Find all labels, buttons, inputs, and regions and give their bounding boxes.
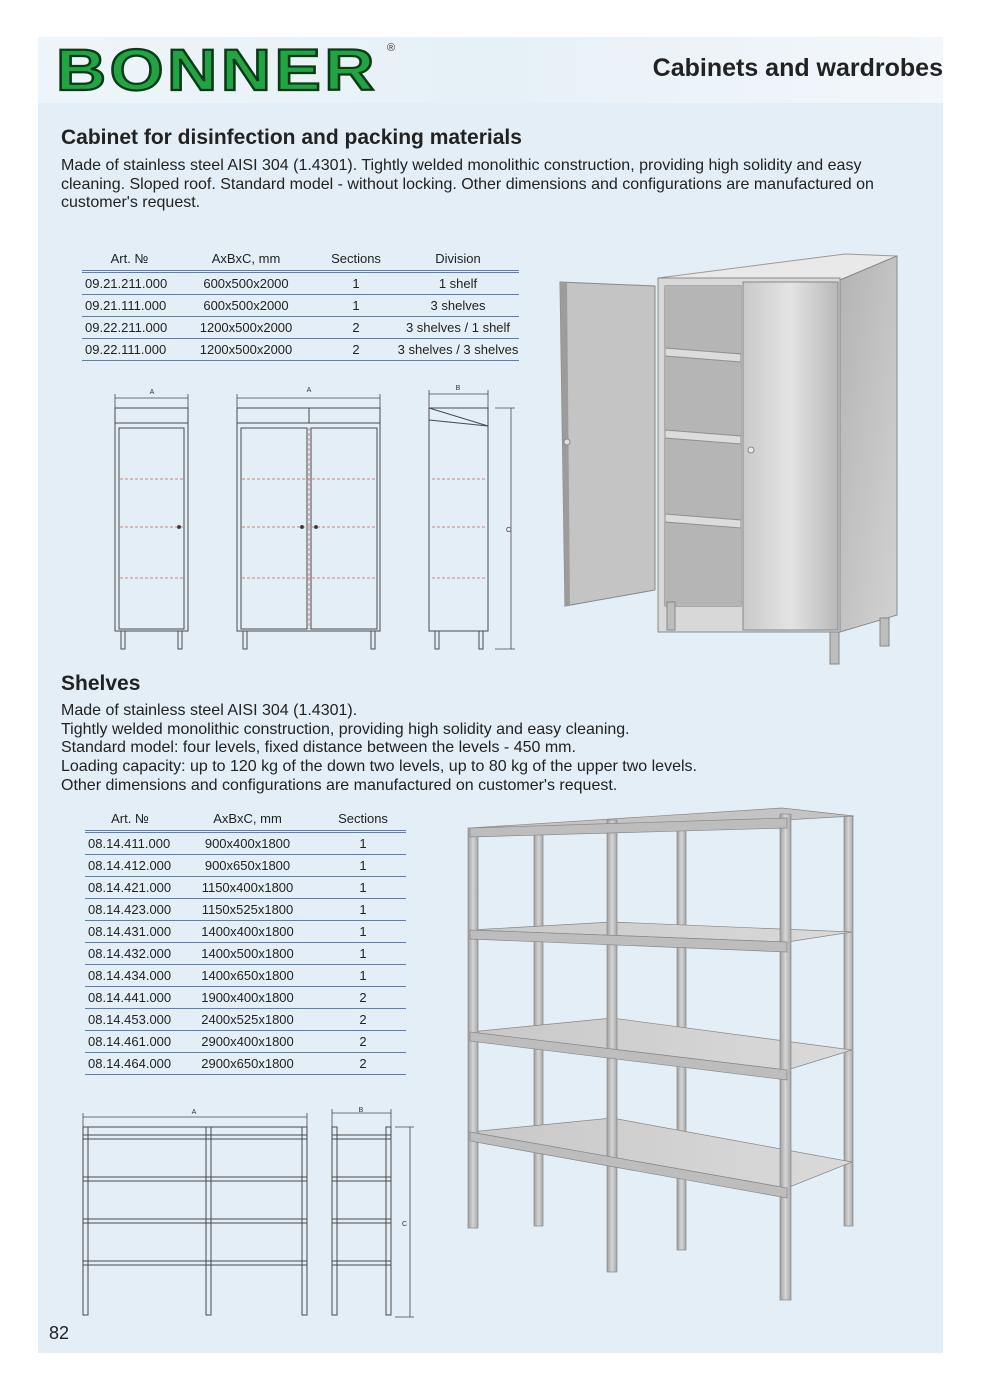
page-number: 82 bbox=[49, 1323, 70, 1343]
cell-dims: 900x400x1800 bbox=[175, 832, 320, 855]
table-row bbox=[85, 855, 406, 877]
cell-art: 08.14.412.000 bbox=[85, 855, 175, 877]
cell-dims: 1200x500x2000 bbox=[177, 317, 315, 339]
cell-art: 08.14.464.000 bbox=[85, 1053, 175, 1075]
cabinet-description bbox=[61, 157, 874, 213]
table-row bbox=[82, 295, 519, 317]
table-header-row bbox=[82, 250, 519, 272]
cabinet-side-drawing bbox=[429, 385, 515, 649]
table-row bbox=[85, 877, 406, 899]
cell-sections: 1 bbox=[320, 921, 406, 943]
cell-sections: 1 bbox=[320, 832, 406, 855]
shelves-description bbox=[61, 702, 697, 796]
cell-division: 3 shelves bbox=[397, 295, 519, 317]
cabinet-technical-drawing bbox=[100, 380, 530, 660]
dim-label-a: A bbox=[306, 387, 312, 394]
table-row bbox=[82, 317, 519, 339]
cell-dims: 2900x400x1800 bbox=[175, 1031, 320, 1053]
double-cabinet-front-drawing bbox=[237, 387, 380, 649]
cell-art: 09.21.211.000 bbox=[82, 272, 177, 295]
cell-dims: 2400x525x1800 bbox=[175, 1009, 320, 1031]
col-header-sections: Sections bbox=[315, 250, 397, 272]
shelves-desc-line: Tightly welded monolithic construction, providing high solidity and easy cleaning. bbox=[61, 720, 630, 738]
cell-dims: 1900x400x1800 bbox=[175, 987, 320, 1009]
col-header-art: Art. № bbox=[82, 250, 177, 272]
cell-art: 08.14.411.000 bbox=[85, 832, 175, 855]
table-row bbox=[85, 832, 406, 855]
cell-division: 1 shelf bbox=[397, 272, 519, 295]
table-row bbox=[82, 339, 519, 361]
cell-dims: 1150x525x1800 bbox=[175, 899, 320, 921]
cell-sections: 2 bbox=[315, 317, 397, 339]
shelves-front-drawing bbox=[83, 1109, 307, 1315]
cell-sections: 1 bbox=[320, 943, 406, 965]
cell-dims: 2900x650x1800 bbox=[175, 1053, 320, 1075]
col-header-dims: AxBxC, mm bbox=[177, 250, 315, 272]
cell-sections: 1 bbox=[320, 899, 406, 921]
cell-dims: 600x500x2000 bbox=[177, 272, 315, 295]
cell-sections: 1 bbox=[320, 965, 406, 987]
dim-label-c: C bbox=[506, 527, 512, 534]
cell-art: 08.14.431.000 bbox=[85, 921, 175, 943]
cell-dims: 1400x500x1800 bbox=[175, 943, 320, 965]
table-row bbox=[85, 965, 406, 987]
shelves-desc-line: Other dimensions and configurations are manufactured on customer's request. bbox=[61, 776, 618, 794]
shelves-desc-line: Standard model: four levels, fixed distance between the levels - 450 mm. bbox=[61, 739, 576, 757]
shelves-title: Shelves bbox=[61, 672, 141, 695]
table-row bbox=[85, 987, 406, 1009]
cabinet-illustration bbox=[555, 250, 905, 670]
cell-division: 3 shelves / 1 shelf bbox=[397, 317, 519, 339]
cell-dims: 1150x400x1800 bbox=[175, 877, 320, 899]
cell-sections: 1 bbox=[315, 295, 397, 317]
cell-art: 08.14.441.000 bbox=[85, 987, 175, 1009]
cell-sections: 1 bbox=[315, 272, 397, 295]
cell-art: 09.22.111.000 bbox=[82, 339, 177, 361]
dim-label-a: A bbox=[191, 1109, 197, 1116]
shelves-illustration bbox=[462, 800, 862, 1305]
cell-sections: 2 bbox=[320, 1009, 406, 1031]
cell-dims: 1400x400x1800 bbox=[175, 921, 320, 943]
shelves-side-drawing bbox=[332, 1107, 414, 1317]
col-header-dims: AxBxC, mm bbox=[175, 810, 320, 832]
cell-sections: 1 bbox=[320, 855, 406, 877]
dim-label-c: C bbox=[402, 1221, 408, 1228]
cabinet-desc-line: Made of stainless steel AISI 304 (1.4301). Tightly welded monolithic construction, providing high solidity and easy bbox=[61, 157, 862, 174]
single-cabinet-front-drawing bbox=[115, 389, 188, 649]
cabinet-spec-table bbox=[82, 250, 519, 361]
table-row bbox=[85, 1053, 406, 1075]
shelves-desc-line: Loading capacity: up to 120 kg of the down two levels, up to 80 kg of the upper two levels. bbox=[61, 758, 697, 776]
table-row bbox=[85, 1009, 406, 1031]
cell-dims: 1200x500x2000 bbox=[177, 339, 315, 361]
cell-art: 08.14.432.000 bbox=[85, 943, 175, 965]
dim-label-b: B bbox=[455, 385, 461, 392]
cell-dims: 600x500x2000 bbox=[177, 295, 315, 317]
cell-division: 3 shelves / 3 shelves bbox=[397, 339, 519, 361]
registered-mark: ® bbox=[387, 42, 396, 54]
shelves-spec-table bbox=[85, 810, 406, 1075]
table-row bbox=[85, 921, 406, 943]
cell-art: 08.14.461.000 bbox=[85, 1031, 175, 1053]
table-row bbox=[82, 272, 519, 295]
cell-sections: 2 bbox=[320, 1053, 406, 1075]
cabinet-title: Cabinet for disinfection and packing materials bbox=[61, 126, 522, 149]
cell-sections: 2 bbox=[320, 1031, 406, 1053]
cell-art: 08.14.423.000 bbox=[85, 899, 175, 921]
cabinet-desc-line: cleaning. Sloped roof. Standard model - without locking. Other dimensions and configurations are manufactured on bbox=[61, 175, 874, 193]
cell-art: 09.22.211.000 bbox=[82, 317, 177, 339]
bonner-logo bbox=[54, 38, 404, 100]
col-header-art: Art. № bbox=[85, 810, 175, 832]
cell-dims: 1400x650x1800 bbox=[175, 965, 320, 987]
col-header-division: Division bbox=[397, 250, 519, 272]
logo-text: BONNER bbox=[56, 38, 378, 100]
section-title: Cabinets and wardrobes bbox=[652, 54, 943, 82]
cell-dims: 900x650x1800 bbox=[175, 855, 320, 877]
table-row bbox=[85, 899, 406, 921]
cell-sections: 1 bbox=[320, 877, 406, 899]
cell-art: 08.14.434.000 bbox=[85, 965, 175, 987]
table-header-row bbox=[85, 810, 406, 832]
cell-sections: 2 bbox=[315, 339, 397, 361]
cell-art: 08.14.421.000 bbox=[85, 877, 175, 899]
dim-label-a: A bbox=[149, 389, 155, 396]
dim-label-b: B bbox=[358, 1107, 364, 1114]
cell-art: 09.21.111.000 bbox=[82, 295, 177, 317]
shelves-technical-drawing bbox=[80, 1105, 420, 1320]
cell-art: 08.14.453.000 bbox=[85, 1009, 175, 1031]
cabinet-desc-line: customer's request. bbox=[61, 194, 201, 212]
col-header-sections: Sections bbox=[320, 810, 406, 832]
cell-sections: 2 bbox=[320, 987, 406, 1009]
shelves-desc-line: Made of stainless steel AISI 304 (1.4301). bbox=[61, 702, 358, 719]
table-row bbox=[85, 943, 406, 965]
table-row bbox=[85, 1031, 406, 1053]
